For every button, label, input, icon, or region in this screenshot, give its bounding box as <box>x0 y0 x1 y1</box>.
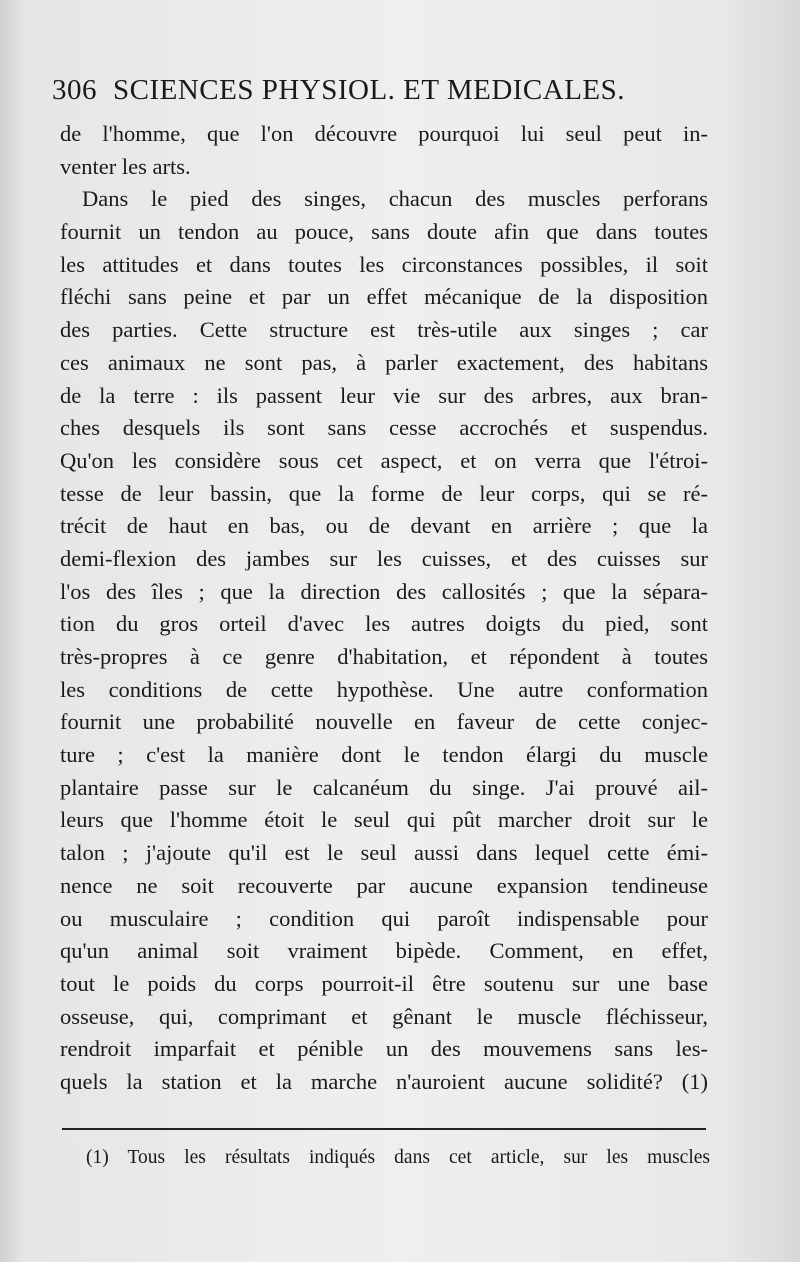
text-line: tout le poids du corps pourroit-il être soutenu sur une base <box>60 970 708 996</box>
text-line: nence ne soit recouverte par aucune expansion tendineuse <box>60 872 708 898</box>
text-line: tesse de leur bassin, que la forme de leur corps, qui se ré- <box>60 480 708 506</box>
text-line: talon ; j'ajoute qu'il est le seul aussi dans lequel cette émi- <box>60 840 708 866</box>
text-line: venter les arts. <box>60 153 191 179</box>
text-line: fléchi sans peine et par un effet mécanique de la disposition <box>60 284 708 310</box>
text-line: tion du gros orteil d'avec les autres doigts du pied, sont <box>60 611 708 637</box>
text-line: demi-flexion des jambes sur les cuisses, et des cuisses sur <box>60 545 708 571</box>
paragraph-start-line: Dans le pied des singes, chacun des muscles perforans <box>82 186 708 212</box>
footnote-rule <box>62 1128 706 1130</box>
text-line: l'os des îles ; que la direction des callosités ; que la sépara- <box>60 578 708 604</box>
text-line: fournit un tendon au pouce, sans doute afin que dans toutes <box>60 219 708 245</box>
text-line: très-propres à ce genre d'habitation, et répondent à toutes <box>60 644 708 669</box>
page-number: 306 <box>52 74 97 106</box>
text-line: qu'un animal soit vraiment bipède. Comment, en effet, <box>60 938 708 964</box>
text-line: ces animaux ne sont pas, à parler exactement, des habitans <box>60 349 708 375</box>
text-line: ches desquels ils sont sans cesse accrochés et suspendus. <box>60 415 708 441</box>
text-line: leurs que l'homme étoit le seul qui pût marcher droit sur le <box>60 807 708 833</box>
body-text <box>60 118 708 1099</box>
text-line: rendroit imparfait et pénible un des mouvemens sans les- <box>60 1036 708 1062</box>
text-line: quels la station et la marche n'auroient aucune solidité? (1) <box>60 1068 708 1094</box>
text-line: trécit de haut en bas, ou de devant en arrière ; que la <box>60 513 708 539</box>
text-line: plantaire passe sur le calcanéum du singe. J'ai prouvé ail- <box>60 774 708 800</box>
text-line: les attitudes et dans toutes les circonstances possibles, il soit <box>60 251 708 277</box>
page-header <box>52 74 652 114</box>
text-line: de la terre : ils passent leur vie sur des arbres, aux bran- <box>60 382 708 408</box>
footnote: (1) Tous les résultats indiqués dans cet article, sur les muscles <box>86 1147 710 1168</box>
text-line: Qu'on les considère sous cet aspect, et on verra que l'étroi- <box>60 447 708 473</box>
text-line: les conditions de cette hypothèse. Une autre conformation <box>60 676 708 702</box>
running-title: SCIENCES PHYSIOL. ET MEDICALES. <box>113 74 626 106</box>
text-line: ture ; c'est la manière dont le tendon élargi du muscle <box>60 742 708 768</box>
text-line: des parties. Cette structure est très-utile aux singes ; car <box>60 317 708 343</box>
text-line: osseuse, qui, comprimant et gênant le muscle fléchisseur, <box>60 1003 708 1029</box>
text-line: de l'homme, que l'on découvre pourquoi lui seul peut in- <box>60 121 708 146</box>
text-line: ou musculaire ; condition qui paroît indispensable pour <box>60 905 708 931</box>
text-line: fournit une probabilité nouvelle en faveur de cette conjec- <box>60 709 708 735</box>
